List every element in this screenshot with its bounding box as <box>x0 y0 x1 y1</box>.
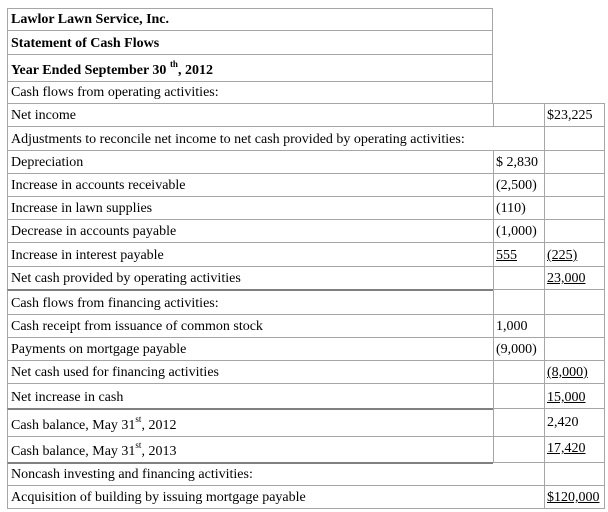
noncash-item-total: $120,000 <box>547 490 600 505</box>
operating-net-total: 23,000 <box>547 271 586 286</box>
net-increase-row <box>7 383 605 408</box>
cash-balance-label: Cash balance, May 31st, 2013 <box>11 440 177 459</box>
financing-item-row <box>7 337 605 360</box>
adjustment-row <box>7 219 605 242</box>
financing-net-row <box>7 360 605 383</box>
noncash-heading-row <box>7 462 605 485</box>
net-income-total: $23,225 <box>547 108 593 123</box>
adjustment-row <box>7 196 605 219</box>
adjustment-amount: (1,000) <box>496 224 537 239</box>
net-income-label: Net income <box>11 108 76 123</box>
net-increase-label: Net increase in cash <box>11 390 124 405</box>
financing-item-amount: 1,000 <box>496 319 528 334</box>
adjustment-row <box>7 242 605 266</box>
statement-title: Statement of Cash Flows <box>11 36 160 51</box>
statement-title-row <box>7 30 493 54</box>
net-increase-total: 15,000 <box>547 390 586 405</box>
financing-item-row <box>7 314 605 337</box>
company-row <box>7 8 493 30</box>
noncash-item-row <box>7 485 605 509</box>
operating-net-label: Net cash provided by operating activities <box>11 271 241 286</box>
operating-heading: Cash flows from operating activities: <box>11 85 219 100</box>
financing-item-label: Payments on mortgage payable <box>11 342 187 357</box>
adjustment-label: Increase in accounts receivable <box>11 178 186 193</box>
period-row <box>7 54 493 81</box>
cash-balance-row <box>7 408 605 436</box>
financing-heading: Cash flows from financing activities: <box>11 296 219 311</box>
adjustment-label: Increase in interest payable <box>11 248 164 263</box>
adjustments-total: (225) <box>547 248 578 263</box>
adjustment-label: Increase in lawn supplies <box>11 201 153 216</box>
noncash-heading: Noncash investing and financing activities: <box>11 467 253 482</box>
adjustments-heading-row <box>7 126 605 150</box>
adjustment-amount: (110) <box>496 201 526 216</box>
adjustment-amount: (2,500) <box>496 178 537 193</box>
financing-net-label: Net cash used for financing activities <box>11 365 219 380</box>
adjustment-row <box>7 150 605 173</box>
operating-net-row <box>7 266 605 289</box>
period-label: Year Ended September 30 $^{th}$, 2012 <box>11 59 213 78</box>
adjustment-amount: 555 <box>496 248 517 263</box>
adjustment-row <box>7 173 605 196</box>
operating-heading-row <box>7 81 493 103</box>
cash-balance-label: Cash balance, May 31st, 2012 <box>11 414 177 433</box>
financing-heading-row <box>7 289 605 314</box>
net-income-row <box>7 103 605 126</box>
financing-net-total: (8,000) <box>547 365 588 380</box>
adjustment-label: Decrease in accounts payable <box>11 224 177 239</box>
adjustment-label: Depreciation <box>11 155 84 170</box>
financing-item-amount: (9,000) <box>496 342 537 357</box>
cash-balance-total: 17,420 <box>547 441 586 456</box>
adjustments-heading: Adjustments to reconcile net income to net cash provided by operating activities: <box>11 132 465 147</box>
noncash-item-label: Acquisition of building by issuing mortgage payable <box>11 490 306 505</box>
adjustment-amount: $ 2,830 <box>496 155 538 170</box>
financing-item-label: Cash receipt from issuance of common stock <box>11 319 263 334</box>
company-name: Lawlor Lawn Service, Inc. <box>11 12 170 27</box>
cash-balance-total: 2,420 <box>547 415 579 430</box>
cash-balance-row <box>7 436 605 462</box>
